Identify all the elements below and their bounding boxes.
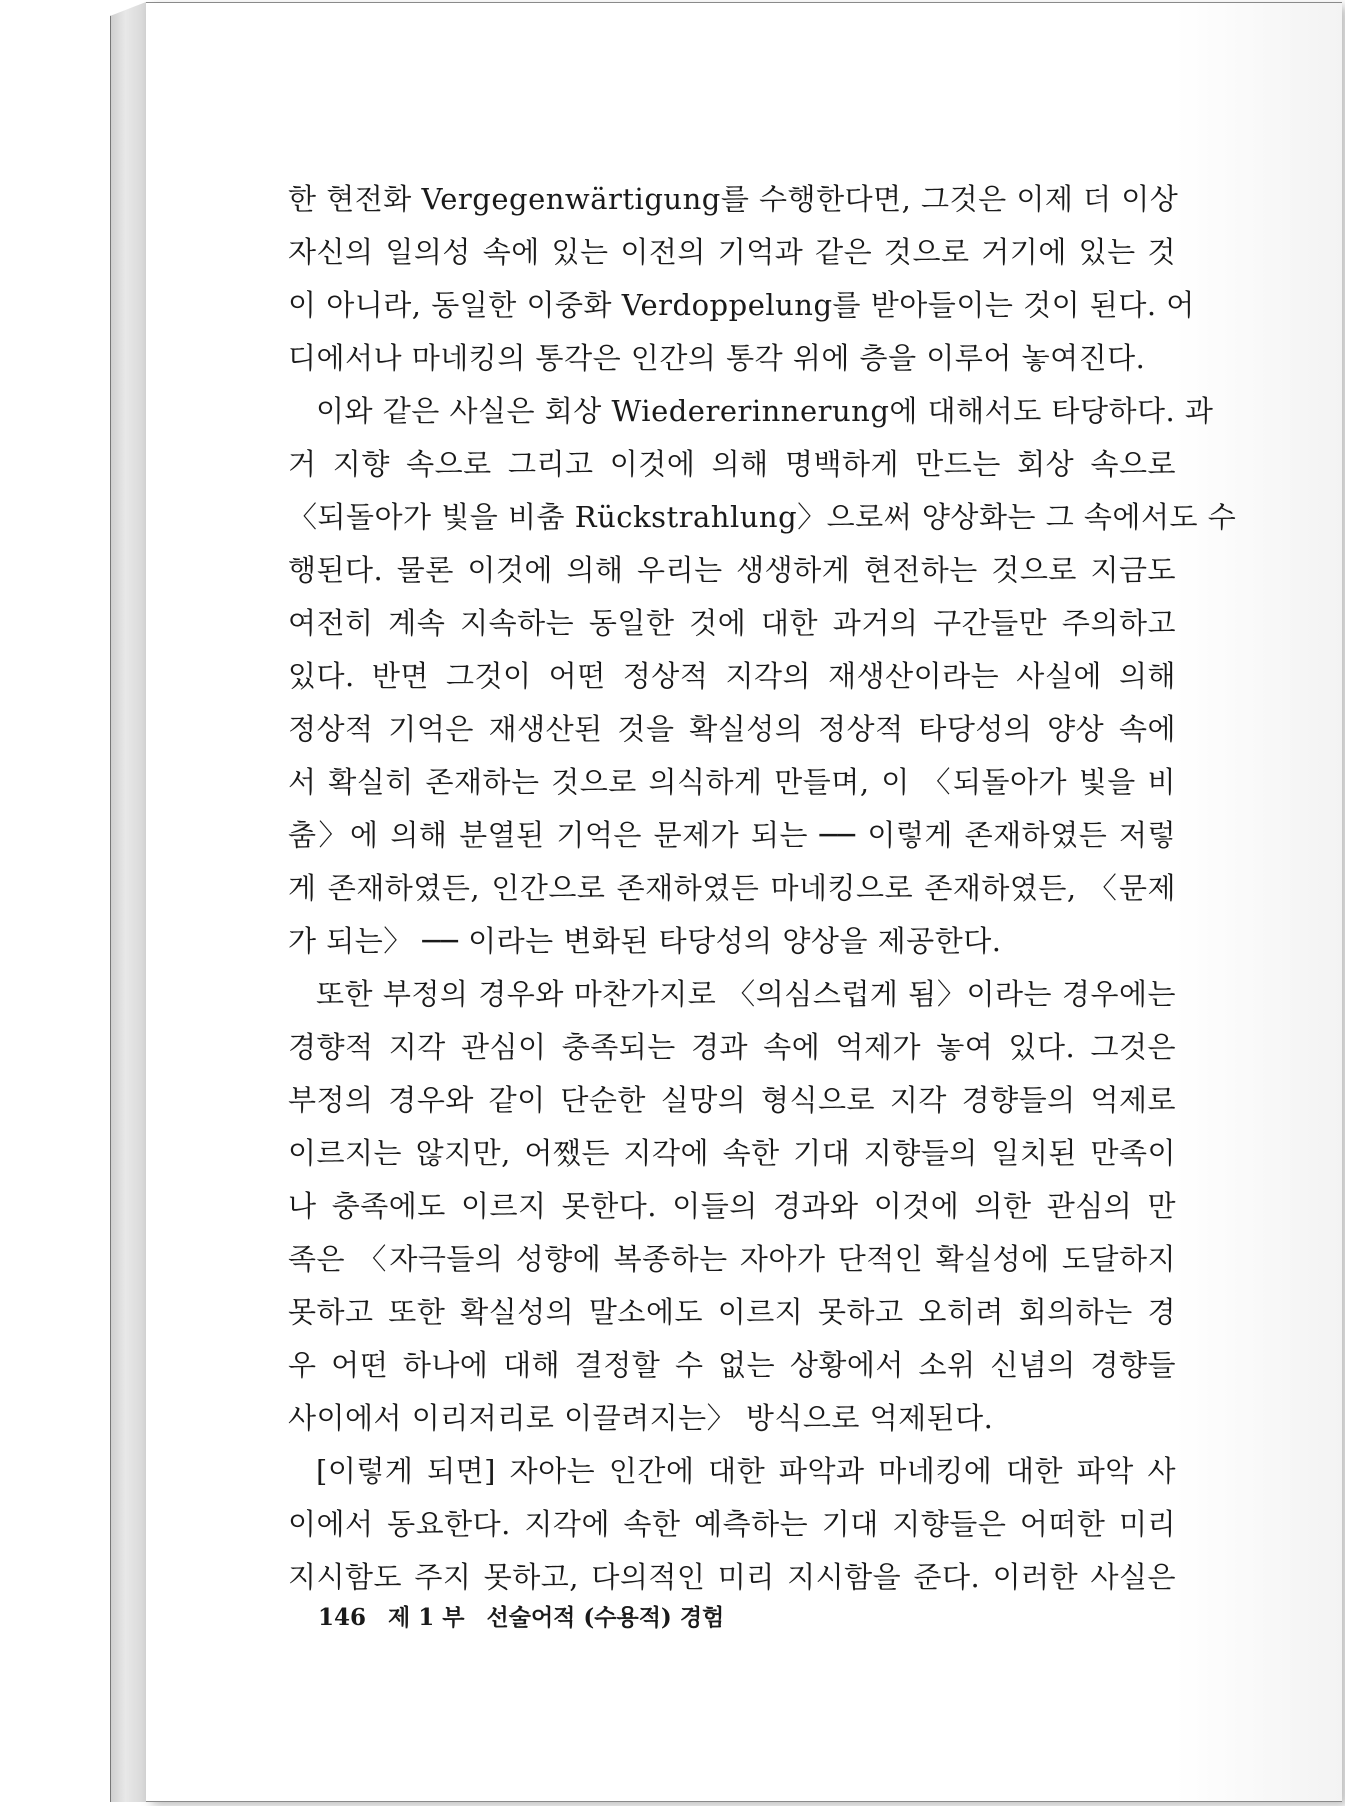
paragraph-start-line: [이렇게 되면] 자아는 인간에 대한 파악과 마네킹에 대한 파악 사 (316, 1454, 1176, 1488)
paragraph-start-line: 이와 같은 사실은 회상 Wiedererinnerung에 대해서도 타당하다. 과 (316, 394, 1214, 428)
body-text (288, 173, 1237, 1604)
chapter-title: 선술어적 (수용적) 경험 (486, 1604, 725, 1631)
text-line: 부정의 경우와 같이 단순한 실망의 형식으로 지각 경향들의 억제로 (288, 1083, 1176, 1117)
text-line: 디에서나 마네킹의 통각은 인간의 통각 위에 층을 이루어 놓여진다. (288, 341, 1146, 375)
text-line: 게 존재하였든, 인간으로 존재하였든 마네킹으로 존재하였든, 〈문제 (288, 871, 1176, 905)
text-line: 거 지향 속으로 그리고 이것에 의해 명백하게 만드는 회상 속으로 (288, 447, 1176, 481)
text-line: 이에서 동요한다. 지각에 속한 예측하는 기대 지향들은 어떠한 미리 (288, 1507, 1176, 1541)
text-line: 〈되돌아가 빛을 비춤 Rückstrahlung〉으로써 양상화는 그 속에서도 수 (288, 500, 1237, 534)
text-line: 여전히 계속 지속하는 동일한 것에 대한 과거의 구간들만 주의하고 (288, 606, 1176, 640)
text-line: 나 충족에도 이르지 못한다. 이들의 경과와 이것에 의한 관심의 만 (288, 1189, 1176, 1223)
text-line: 족은 〈자극들의 성향에 복종하는 자아가 단적인 확실성에 도달하지 (288, 1242, 1176, 1276)
text-line: 우 어떤 하나에 대해 결정할 수 없는 상황에서 소위 신념의 경향들 (288, 1348, 1176, 1382)
text-line: 사이에서 이리저리로 이끌려지는〉 방식으로 억제된다. (288, 1401, 994, 1435)
text-line: 못하고 또한 확실성의 말소에도 이르지 못하고 오히려 회의하는 경 (288, 1295, 1176, 1329)
text-line: 서 확실히 존재하는 것으로 의식하게 만들며, 이 〈되돌아가 빛을 비 (288, 765, 1176, 799)
text-line: 이르지는 않지만, 어쨌든 지각에 속한 기대 지향들의 일치된 만족이 (288, 1136, 1176, 1170)
page-number: 146 (318, 1604, 367, 1631)
text-line: 자신의 일의성 속에 있는 이전의 기억과 같은 것으로 거기에 있는 것 (288, 235, 1176, 269)
text-line: 지시함도 주지 못하고, 다의적인 미리 지시함을 준다. 이러한 사실은 (288, 1560, 1176, 1594)
part-label: 제 1 부 (388, 1604, 465, 1631)
text-line: 춤〉에 의해 분열된 기억은 문제가 되는 ── 이렇게 존재하였든 저렇 (288, 818, 1176, 852)
book-page (146, 2, 1342, 1802)
paragraph-start-line: 또한 부정의 경우와 마찬가지로 〈의심스럽게 됨〉이라는 경우에는 (316, 977, 1176, 1011)
text-line: 행된다. 물론 이것에 의해 우리는 생생하게 현전하는 것으로 지금도 (288, 553, 1176, 587)
text-line: 가 되는〉 ── 이라는 변화된 타당성의 양상을 제공한다. (288, 924, 1002, 958)
book-spine-corner (110, 2, 146, 16)
text-line: 있다. 반면 그것이 어떤 정상적 지각의 재생산이라는 사실에 의해 (288, 659, 1176, 693)
page-footer (318, 1599, 738, 1632)
book-spine (110, 2, 148, 1802)
text-line: 한 현전화 Vergegenwärtigung를 수행한다면, 그것은 이제 더 이상 (288, 182, 1179, 216)
text-line: 경향적 지각 관심이 충족되는 경과 속에 억제가 놓여 있다. 그것은 (288, 1030, 1176, 1064)
text-line: 정상적 기억은 재생산된 것을 확실성의 정상적 타당성의 양상 속에 (288, 712, 1176, 746)
book (110, 2, 1342, 1802)
text-line: 이 아니라, 동일한 이중화 Verdoppelung를 받아들이는 것이 된다. 어 (288, 288, 1195, 322)
